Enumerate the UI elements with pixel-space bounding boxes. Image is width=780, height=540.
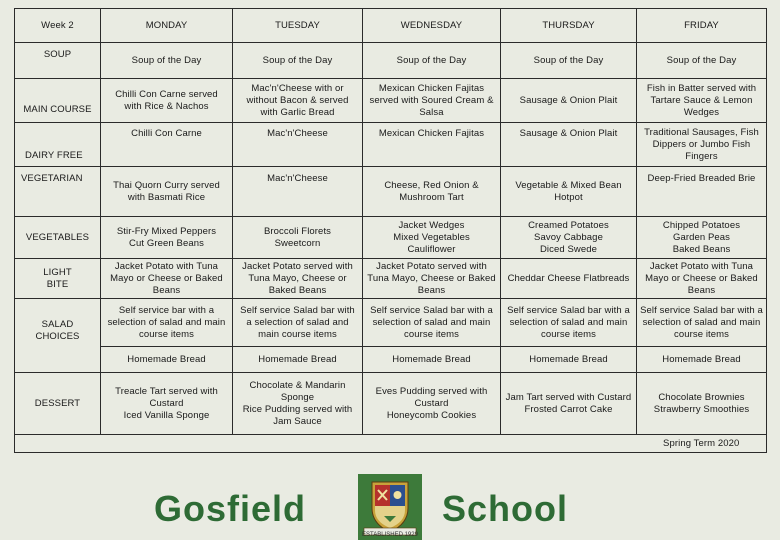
salad-wednesday [363,299,501,347]
cell-line: Self service Salad bar with a [507,304,630,316]
week-label: Week 2 [15,9,101,43]
soup-thursday: Soup of the Day [501,43,637,79]
cell-line: with Basmati Rice [127,191,206,203]
cell-line: Chilli Con Carne [131,128,202,139]
cell-line: Hotpot [554,191,583,203]
bread-monday: Homemade Bread [101,347,233,373]
cell-line: Frosted Carrot Cake [524,403,613,415]
main-monday [101,79,233,123]
cell-line: Garden Peas [672,231,731,243]
salad-friday [637,299,767,347]
cell-line: selection of salad and main [107,316,226,328]
cell-line: Broccoli Florets [263,225,332,237]
light-bite-monday [101,259,233,299]
row-label-vegetarian: VEGETARIAN [15,167,101,217]
cell-line: Beans [152,284,181,296]
cell-line: course items [138,328,195,340]
bread-tuesday: Homemade Bread [233,347,363,373]
cell-line: Chocolate & Mandarin [249,379,346,391]
cell-line: Iced Vanilla Sponge [123,409,210,421]
row-label-salad-choices [15,299,101,373]
cell-line: selection of salad and main [509,316,628,328]
cell-line: Jam Sauce [273,415,322,427]
cell-line: Honeycomb Cookies [386,409,477,421]
cell-line: Diced Swede [539,243,598,255]
cell-line: Stir-Fry Mixed Peppers [116,225,217,237]
cell-line: LIGHT [43,266,72,278]
bread-wednesday: Homemade Bread [363,347,501,373]
vegetables-thursday [501,217,637,259]
main-thursday [501,79,637,123]
cell-line: course items [673,328,730,340]
main-friday [637,79,767,123]
soup-row [15,43,767,79]
vegetables-tuesday [233,217,363,259]
row-label-soup: SOUP [15,43,101,79]
vegetarian-friday [637,167,767,217]
cell-line: Wedges [683,106,720,118]
cell-line: Chocolate Brownies [658,391,745,403]
cell-line: course items [540,328,597,340]
cell-line: Vegetable & Mixed Bean [515,179,622,191]
cell-line: SALAD [41,319,74,330]
cell-line: served with Soured Cream & [369,94,494,106]
day-monday: MONDAY [101,9,233,43]
term-row [15,435,767,453]
cell-line: Self service Salad bar with a [640,304,763,316]
cell-line: Jacket Wedges [398,219,465,231]
row-label-main-course: MAIN COURSE [15,79,101,123]
main-tuesday [233,79,363,123]
soup-friday: Soup of the Day [637,43,767,79]
cell-line: Deep-Fried Breaded Brie [647,173,756,184]
cell-line: Mexican Chicken Fajitas [378,128,485,139]
cell-line: Sausage & Onion Plait [519,94,618,106]
cell-line: Custard [149,397,184,409]
cell-line: Jacket Potato served with [376,260,487,272]
cell-line: Cheddar Cheese Flatbreads [507,272,630,284]
cell-line: Tuna Mayo, Cheese or [248,272,347,284]
cell-line: Cut Green Beans [129,237,204,249]
term-row-blank [15,435,637,453]
vegetables-row [15,217,767,259]
dessert-monday [101,373,233,435]
light-bite-thursday [501,259,637,299]
vegetarian-monday [101,167,233,217]
cell-line: Baked Beans [268,284,327,296]
school-crest-icon [358,474,422,540]
dessert-row [15,373,767,435]
cell-line: course items [403,328,460,340]
bread-thursday: Homemade Bread [501,347,637,373]
cell-line: Savoy Cabbage [534,231,603,243]
cell-line: Chipped Potatoes [662,219,741,231]
light-bite-wednesday [363,259,501,299]
footer-branding [14,468,766,538]
cell-line: Thai Quorn Curry served [113,179,220,191]
cell-line: Jacket Potato with Tuna [649,260,754,272]
dessert-thursday [501,373,637,435]
cell-line: Sweetcorn [274,237,321,249]
cell-line: Mayo or Cheese or Baked [645,272,758,284]
brand-word-right: School [442,488,569,529]
term-label: Spring Term 2020 [637,435,767,453]
dairy-free-row [15,123,767,167]
day-tuesday: TUESDAY [233,9,363,43]
header-row [15,9,767,43]
cell-line: Dippers or Jumbo Fish [652,138,751,150]
cell-line: Sausage & Onion Plait [519,128,618,139]
main-wednesday [363,79,501,123]
cell-line: Tuna Mayo, Cheese or Baked [367,272,496,284]
cell-line: Cauliflower [407,243,456,255]
cell-line: Eves Pudding served with [375,385,488,397]
dairy-free-monday [101,123,233,167]
cell-line: Salsa [419,106,444,118]
cell-line: Beans [687,284,716,296]
day-thursday: THURSDAY [501,9,637,43]
cell-line: Jacket Potato served with [242,260,353,272]
cell-line: Self service Salad bar with [240,304,355,316]
cell-line: Mac'n'Cheese [267,173,328,184]
vegetables-wednesday [363,217,501,259]
cell-line: a selection of salad and [246,316,349,328]
soup-tuesday: Soup of the Day [233,43,363,79]
cell-line: Self service bar with a [118,304,215,316]
row-label-light-bite [15,259,101,299]
cell-line: selection of salad and main [372,316,491,328]
salad-monday [101,299,233,347]
bread-row [15,347,767,373]
cell-line: Mac'n'Cheese with or [251,82,344,94]
vegetables-friday [637,217,767,259]
light-bite-tuesday [233,259,363,299]
row-label-vegetables: VEGETABLES [15,217,101,259]
cell-line: Mac'n'Cheese [267,128,328,139]
dairy-free-tuesday [233,123,363,167]
row-label-dairy-free: DAIRY FREE [15,123,101,167]
dairy-free-wednesday [363,123,501,167]
dessert-friday [637,373,767,435]
salad-tuesday [233,299,363,347]
dairy-free-thursday [501,123,637,167]
cell-line: Mushroom Tart [399,191,464,203]
cell-line: with Rice & Nachos [124,100,209,112]
vegetarian-thursday [501,167,637,217]
cell-line: Fish in Batter served with [646,82,757,94]
salad-thursday [501,299,637,347]
cell-line: Creamed Potatoes [528,219,609,231]
cell-line: CHOICES [35,331,80,342]
dessert-wednesday [363,373,501,435]
menu-table [14,8,767,453]
cell-line: Cheese, Red Onion & [384,179,479,191]
vegetarian-wednesday [363,167,501,217]
cell-line: with Garlic Bread [260,106,335,118]
cell-line: Rice Pudding served with [242,403,353,415]
cell-line: Mayo or Cheese or Baked [110,272,223,284]
cell-line: Jacket Potato with Tuna [114,260,219,272]
bread-friday: Homemade Bread [637,347,767,373]
cell-line: Sponge [280,391,315,403]
day-friday: FRIDAY [637,9,767,43]
light-bite-row [15,259,767,299]
dairy-free-friday [637,123,767,167]
cell-line: Self service Salad bar with a [370,304,493,316]
brand-word-left: Gosfield [154,488,307,529]
cell-line: main course items [258,328,337,340]
cell-line: Fingers [685,150,718,162]
cell-line: Tartare Sauce & Lemon [650,94,753,106]
crest-caption: ESTABLISHED 1929 [362,532,418,538]
light-bite-friday [637,259,767,299]
cell-line: Treacle Tart served with [115,385,218,397]
soup-monday: Soup of the Day [101,43,233,79]
dessert-tuesday [233,373,363,435]
cell-line: Chilli Con Carne served [115,88,218,100]
day-wednesday: WEDNESDAY [363,9,501,43]
cell-line: Strawberry Smoothies [653,403,750,415]
cell-line: selection of salad and main [642,316,761,328]
vegetables-monday [101,217,233,259]
salad-row [15,299,767,347]
row-label-dessert: DESSERT [15,373,101,435]
main-row [15,79,767,123]
vegetarian-tuesday [233,167,363,217]
cell-line: Beans [417,284,446,296]
cell-line: Jam Tart served with Custard [505,391,632,403]
soup-wednesday: Soup of the Day [363,43,501,79]
vegetarian-row [15,167,767,217]
cell-line: Custard [414,397,449,409]
cell-line: Baked Beans [672,243,731,255]
cell-line: Mixed Vegetables [393,231,470,243]
cell-line: Traditional Sausages, Fish [644,126,759,138]
cell-line: without Bacon & served [246,94,349,106]
cell-line: Mexican Chicken Fajitas [378,82,485,94]
cell-line: BITE [46,278,69,290]
menu-page [14,8,766,538]
